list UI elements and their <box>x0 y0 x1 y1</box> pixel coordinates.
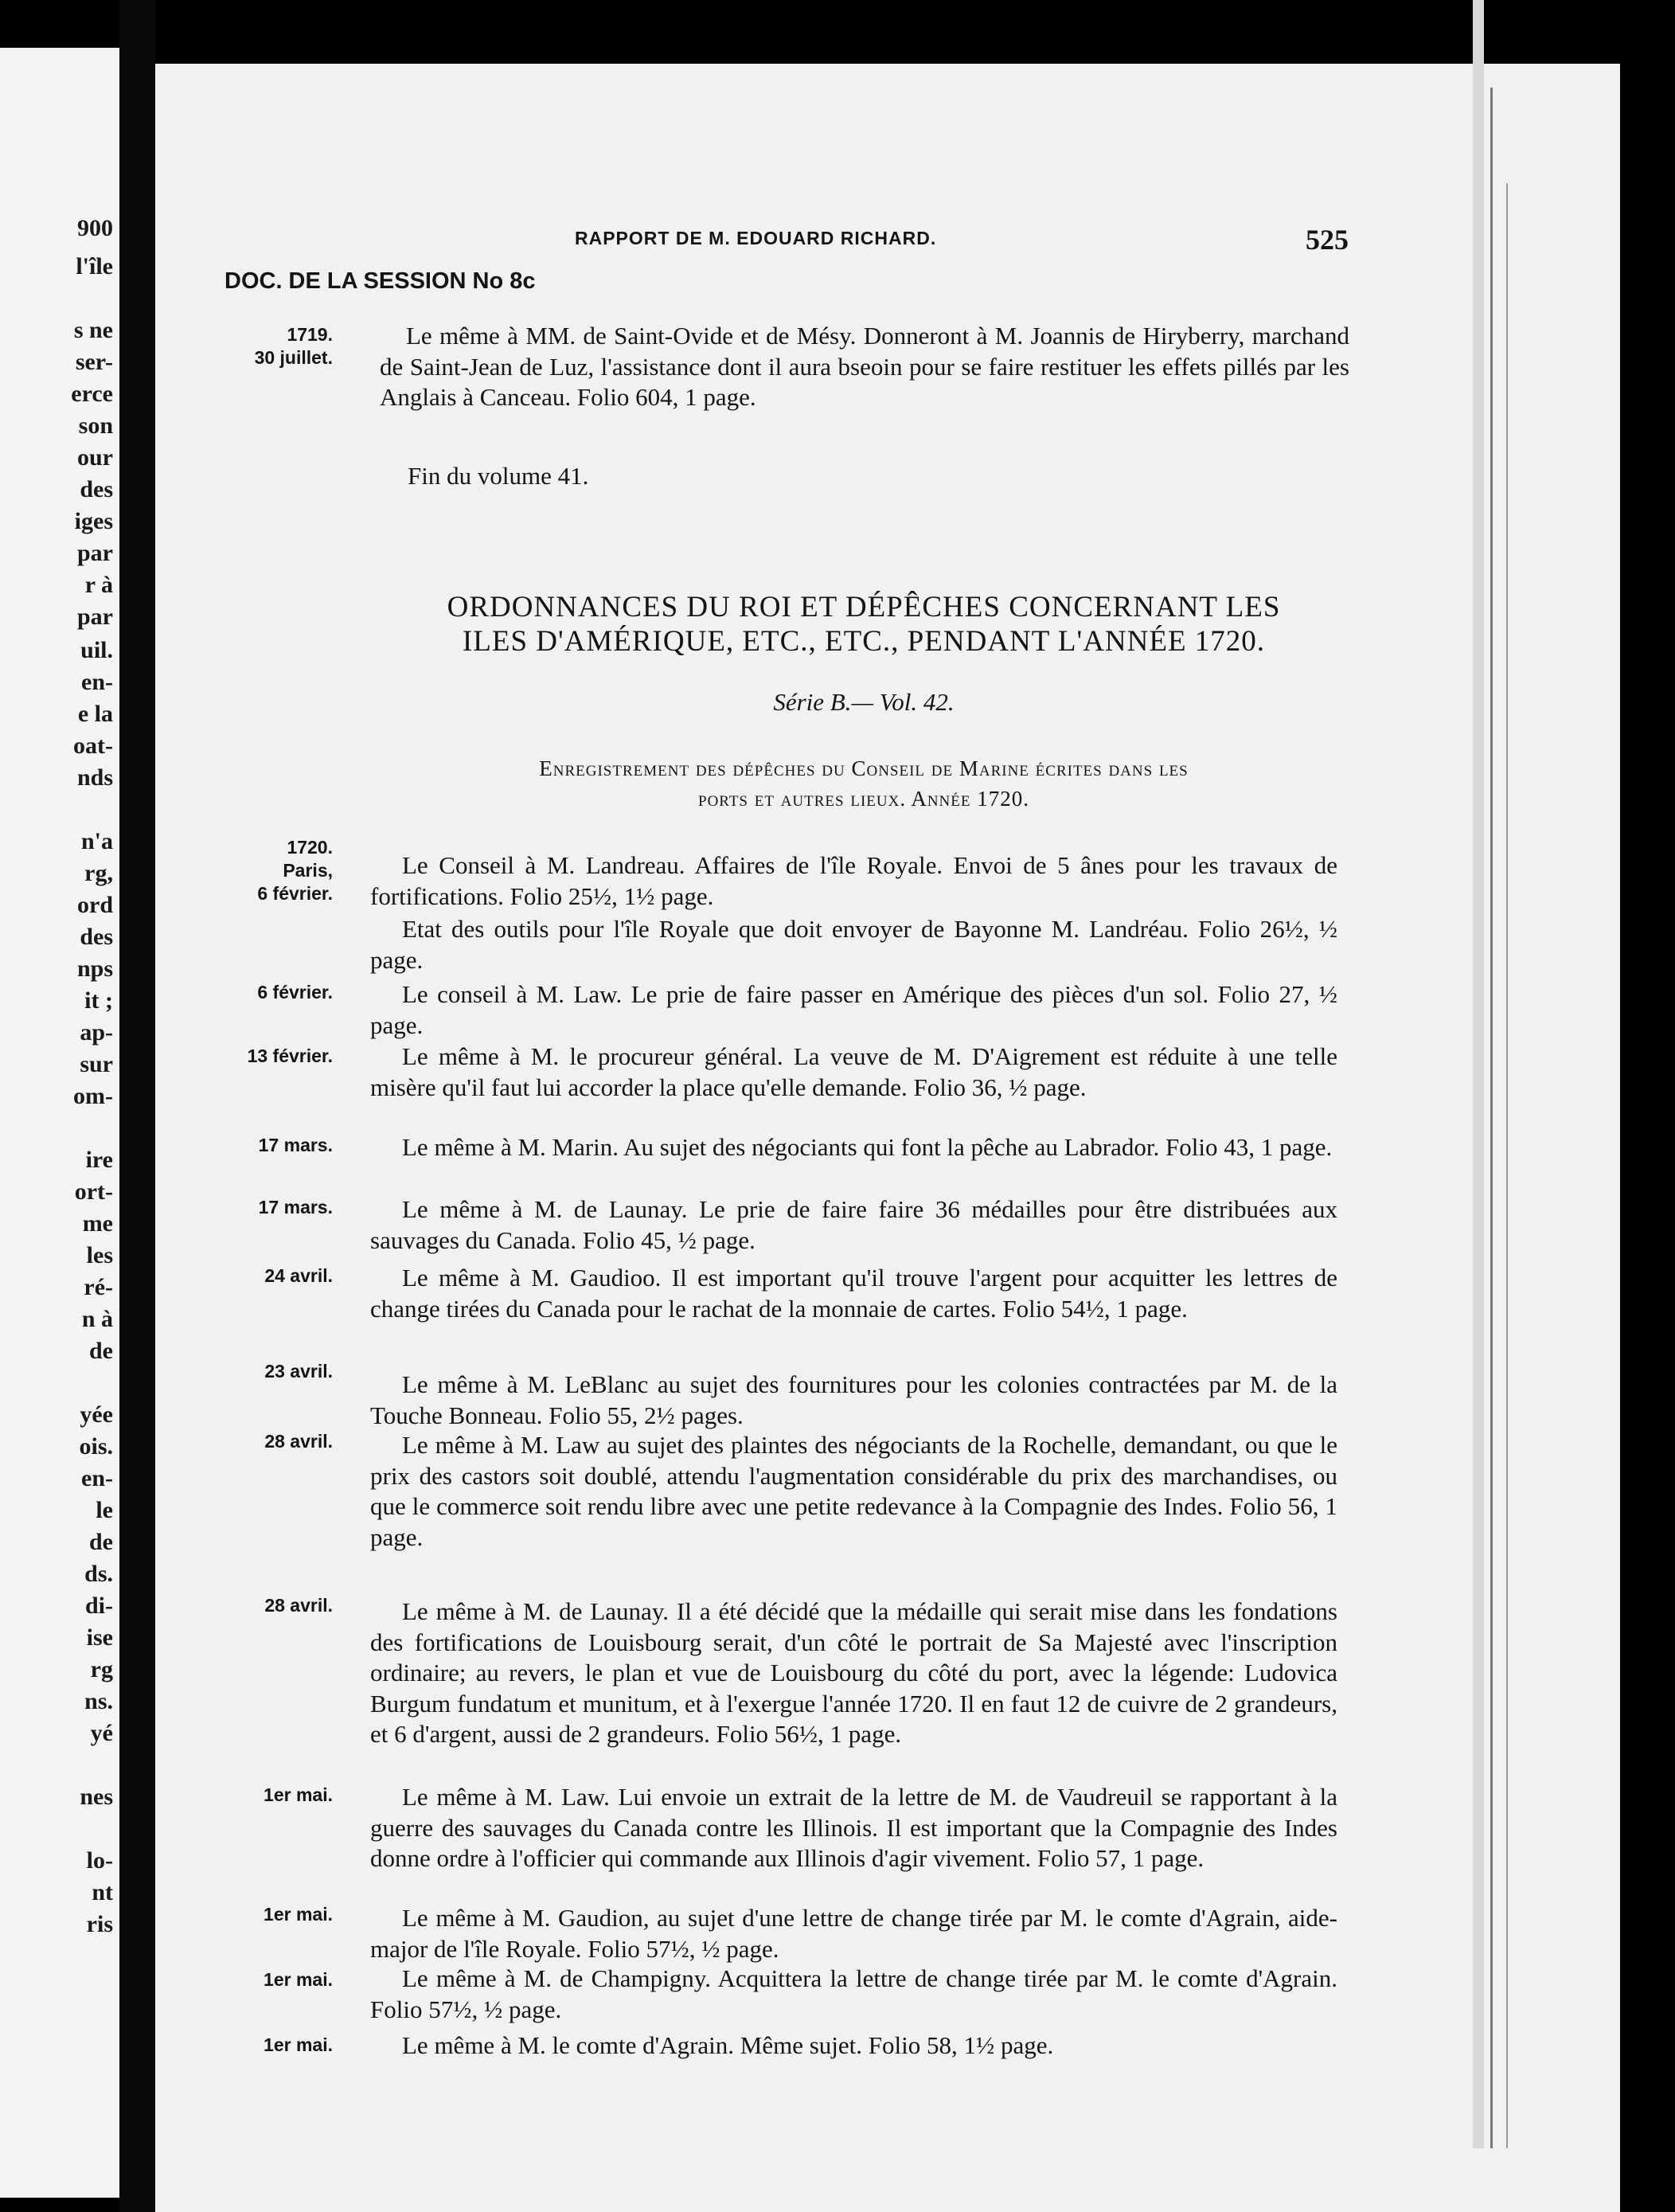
margin-fragment: en- <box>81 1465 113 1491</box>
entry-text: Le même à M. LeBlanc au sujet des fournitures pour les colonies contractées par M. de la Touche Bonneau. Folio 55, 2½ pages. <box>370 1370 1337 1429</box>
series-label: Série B.— Vol. 42. <box>773 688 955 716</box>
page-number: 525 <box>1306 224 1349 256</box>
margin-fragment: oat- <box>73 733 113 759</box>
margin-fragment: r à <box>84 572 113 598</box>
margin-fragment: ord <box>77 892 113 918</box>
entry-date <box>191 836 333 905</box>
entry-date <box>191 1784 333 1807</box>
entry-text: Etat des outils pour l'île Royale que doit envoyer de Bayonne M. Landréau. Folio 26½, ½ page. <box>370 915 1337 974</box>
margin-fragment: erce <box>71 381 113 407</box>
entry-date-line: 1720. <box>287 837 333 858</box>
entry-text: Le même à M. Law. Lui envoie un extrait de la lettre de M. de Vaudreuil se rapportant à la guerre des sauvages du Canada contre les Illinois. Il est important que la Compagnie des Indes donne ordre à l'officier qui commande aux Illinois d'agir vivement. Folio 57, 1 page. <box>370 1783 1337 1872</box>
entry-date-line: 13 février. <box>247 1045 333 1066</box>
section-title-line-2: ILES D'AMÉRIQUE, ETC., ETC., PENDANT L'ANNÉE 1720. <box>462 625 1266 658</box>
page-edge-line-2 <box>1506 183 1508 2148</box>
book-gutter <box>119 0 155 2212</box>
margin-fragment: ds. <box>84 1561 113 1587</box>
margin-fragment: om- <box>73 1083 113 1109</box>
margin-fragment: ort- <box>74 1178 113 1205</box>
margin-fragment: ser- <box>75 349 113 375</box>
margin-fragment: 900 <box>77 215 113 241</box>
entry-text: Le même à M. le procureur général. La veuve de M. D'Aigrement est réduite à une telle misère qu'il faut lui accorder la place qu'elle demande. Folio 36, ½ page. <box>370 1042 1337 1101</box>
entry-date-line: 6 février. <box>257 883 333 904</box>
margin-fragment: iges <box>74 508 113 534</box>
left-facing-page <box>0 48 119 2198</box>
margin-fragment: l'île <box>76 253 113 279</box>
entry-date-line: 28 avril. <box>264 1595 333 1616</box>
entry-date <box>191 1430 333 1453</box>
margin-fragment: ré- <box>84 1274 113 1300</box>
entry-date <box>191 1360 333 1383</box>
margin-fragment: par <box>77 540 113 566</box>
entry-text: Le même à M. le comte d'Agrain. Même sujet. Folio 58, 1½ page. <box>402 2031 1054 2059</box>
entry-date <box>191 1594 333 1617</box>
entry-text: Le même à M. Gaudioo. Il est important qu'il trouve l'argent pour acquitter les lettres de change tirées du Canada pour le rachat de la monnaie de cartes. Folio 54½, 1 page. <box>370 1264 1337 1323</box>
margin-fragment: me <box>82 1210 113 1237</box>
entry-date <box>191 323 333 369</box>
entry-text: Le conseil à M. Law. Le prie de faire passer en Amérique des pièces d'un sol. Folio 27, ½ page. <box>370 980 1337 1039</box>
margin-fragment: ns. <box>84 1688 113 1714</box>
margin-fragment: n à <box>81 1306 113 1332</box>
margin-fragment: yé <box>90 1720 113 1746</box>
entry-date-line: 17 mars. <box>258 1197 333 1217</box>
margin-fragment: en- <box>81 669 113 695</box>
entry-text: Le même à M. Law au sujet des plaintes des négociants de la Rochelle, demandant, ou que le prix des castors soit doublé, attendu l'augmentation considérable du prix des marchandises, ou que le commerce soit rendu libre avec une petite redevance à la Compagnie des Indes. Folio 56, 1 page. <box>370 1431 1337 1551</box>
end-note: Fin du volume 41. <box>408 462 589 490</box>
entry-date-line: 1er mai. <box>264 1969 333 1990</box>
margin-fragment: nds <box>76 764 113 791</box>
entry-date <box>191 1903 333 1926</box>
margin-fragment: nes <box>80 1784 113 1810</box>
margin-fragment: s ne <box>73 317 113 343</box>
margin-fragment: ire <box>85 1147 113 1173</box>
margin-fragment: lo- <box>86 1847 113 1874</box>
entry-date-line: 1er mai. <box>264 2034 333 2055</box>
margin-fragment: rg <box>90 1656 113 1682</box>
entry-date <box>191 1968 333 1991</box>
margin-fragment: de <box>89 1338 113 1364</box>
margin-fragment: yée <box>80 1401 113 1428</box>
margin-fragment: rg, <box>84 860 113 886</box>
margin-fragment: uil. <box>80 637 113 663</box>
entry-date <box>191 1196 333 1219</box>
margin-fragment: nps <box>76 956 113 982</box>
margin-fragment: it ; <box>84 987 113 1014</box>
entry-date <box>191 2034 333 2057</box>
margin-fragment: des <box>80 924 113 950</box>
entry-date-line: 1er mai. <box>264 1784 333 1805</box>
entry-text: Le même à M. Marin. Au sujet des négociants qui font la pêche au Labrador. Folio 43, 1 page. <box>402 1133 1333 1161</box>
section-title-line-1: ORDONNANCES DU ROI ET DÉPÊCHES CONCERNANT LES <box>447 591 1281 623</box>
subheading-line-2: ports et autres lieux. Année 1720. <box>698 787 1029 811</box>
margin-fragment: ois. <box>79 1433 113 1460</box>
entry-text: Le même à M. de Champigny. Acquittera la lettre de change tirée par M. le comte d'Agrain. Folio 57½, ½ page. <box>370 1964 1337 2023</box>
entry-date-line: 28 avril. <box>264 1431 333 1452</box>
margin-fragment: ise <box>86 1624 113 1651</box>
margin-fragment: ris <box>86 1911 113 1937</box>
entry-text: Le même à MM. de Saint-Ovide et de Mésy. Donneront à M. Joannis de Hiryberry, marchand de Saint-Jean de Luz, l'assistance dont il aura bseoin pour se faire restituer les effets pillés par les Anglais à Canceau. Folio 604, 1 page. <box>380 322 1349 411</box>
entry-text: Le même à M. de Launay. Le prie de faire faire 36 médailles pour être distribuées aux sauvages du Canada. Folio 45, ½ page. <box>370 1195 1337 1254</box>
margin-fragment: les <box>86 1242 113 1268</box>
subheading-line-1: Enregistrement des dépêches du Conseil de Marine écrites dans les <box>539 756 1189 780</box>
margin-fragment: di- <box>84 1593 113 1619</box>
page-edge-line <box>1490 88 1493 2148</box>
entry-text: Le Conseil à M. Landreau. Affaires de l'île Royale. Envoi de 5 ânes pour les travaux de fortifications. Folio 25½, 1½ page. <box>370 851 1337 910</box>
date-year: 1719. <box>287 324 333 345</box>
entry-date-line: 1er mai. <box>264 1904 333 1925</box>
section-subheading <box>370 753 1357 814</box>
margin-fragment: e la <box>77 701 113 727</box>
page-edge-shadow <box>1473 0 1484 2148</box>
entry-date <box>191 1264 333 1288</box>
running-title: RAPPORT DE M. EDOUARD RICHARD. <box>575 228 937 248</box>
margin-fragment: nt <box>92 1879 113 1905</box>
entry-date-line: 23 avril. <box>264 1361 333 1382</box>
margin-fragment: ap- <box>80 1019 113 1045</box>
margin-fragment: sur <box>80 1051 113 1077</box>
margin-fragment: des <box>80 476 113 502</box>
entry-date-line: 6 février. <box>257 982 333 1002</box>
entry-text: Le même à M. de Launay. Il a été décidé que la médaille qui serait mise dans les fondations des fortifications de Louisbourg serait, d'un côté le portrait de Sa Majesté avec l'inscription ordinaire; au revers, le plan et vue de Louisbourg du côté du port, avec la légende: Ludovica Burgum fundatum et munitum, et à l'exergue l'année 1720. Il en faut 12 de cuivre de 2 grandeurs, et 6 d'argent, aussi de 2 grandeurs. Folio 56½, 1 page. <box>370 1597 1337 1748</box>
margin-fragment: le <box>96 1497 113 1523</box>
entry-text: Le même à M. Gaudion, au sujet d'une lettre de change tirée par M. le comte d'Agrain, aide-major de l'île Royale. Folio 57½, ½ page. <box>370 1904 1337 1963</box>
margin-fragment: de <box>89 1529 113 1555</box>
section-title <box>370 590 1357 659</box>
entry-date <box>191 981 333 1004</box>
entry-date <box>191 1134 333 1157</box>
entry-date-line: 24 avril. <box>264 1265 333 1286</box>
entry-date-line: 17 mars. <box>258 1135 333 1155</box>
margin-fragment: par <box>77 604 113 630</box>
date-day: 30 juillet. <box>254 347 333 368</box>
entry-date-line: Paris, <box>283 860 333 881</box>
doc-session-label: DOC. DE LA SESSION No 8c <box>225 268 536 294</box>
margin-fragment: n'a <box>80 828 113 854</box>
margin-fragment: son <box>78 412 113 439</box>
entry-date <box>191 1045 333 1068</box>
margin-fragment: our <box>77 444 113 471</box>
